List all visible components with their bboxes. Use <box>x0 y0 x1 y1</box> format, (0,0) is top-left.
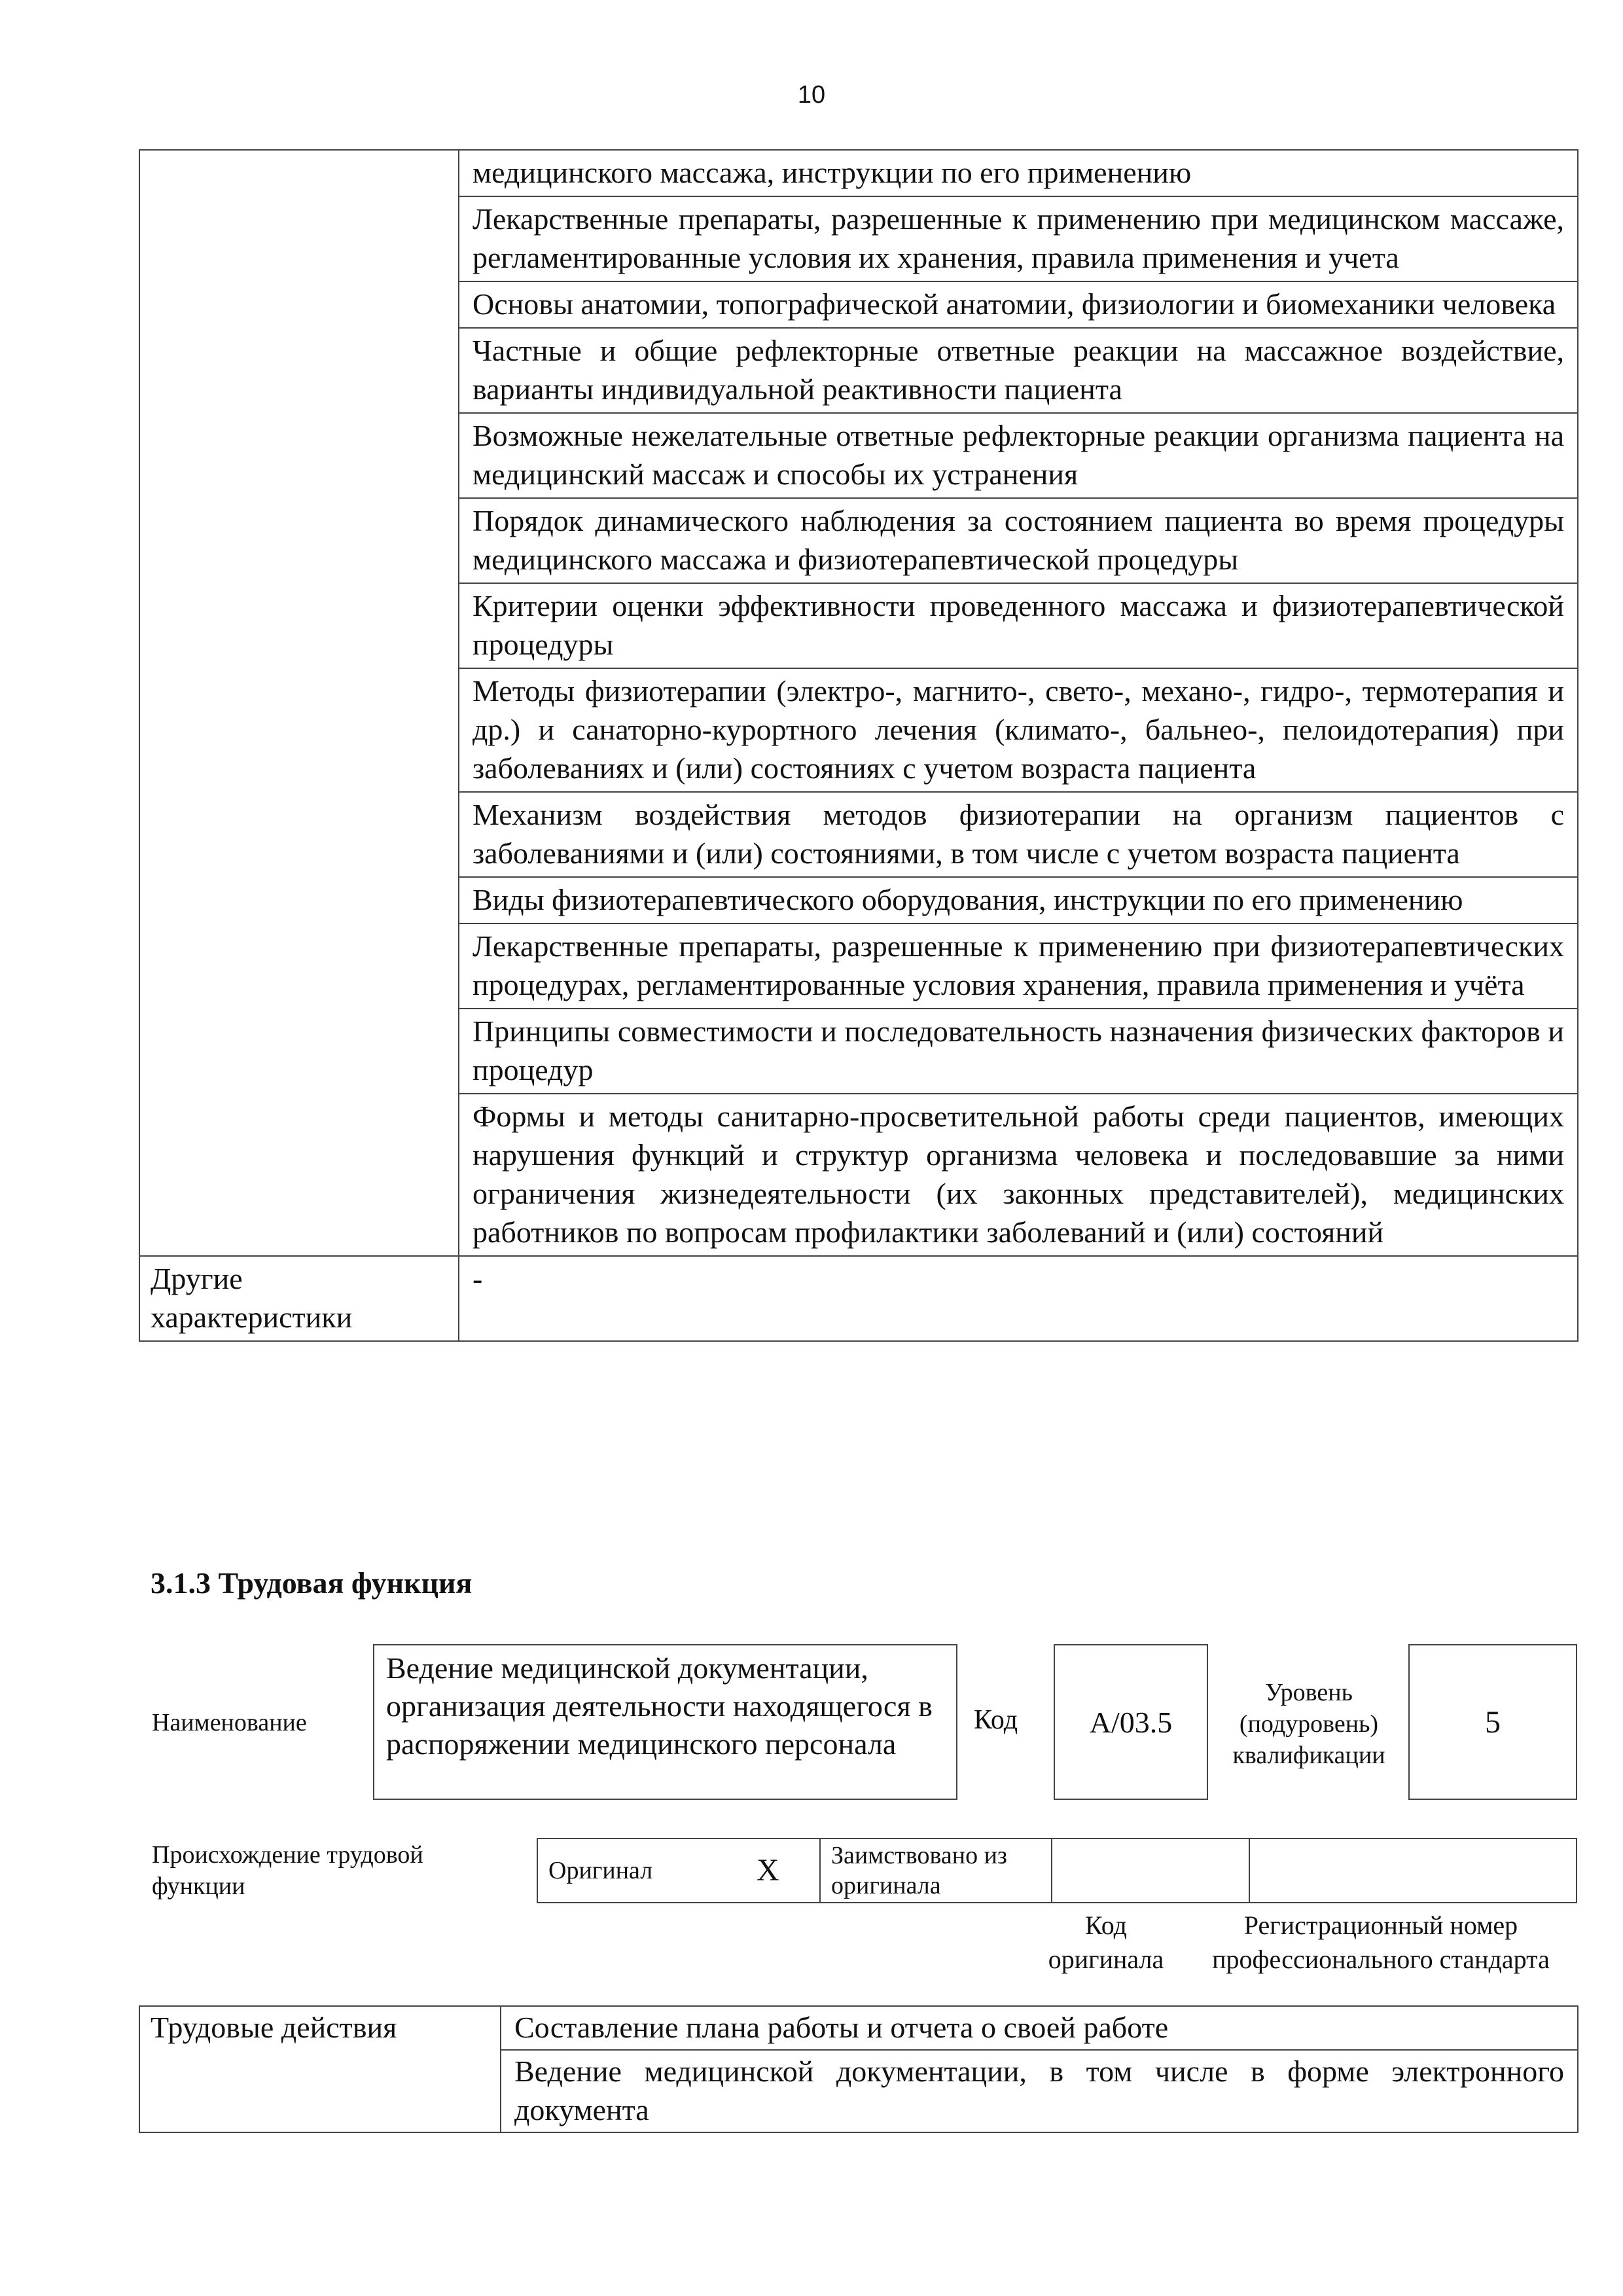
knowledge-item: медицинского массажа, инструкции по его применению <box>459 150 1578 196</box>
knowledge-item: Принципы совместимости и последовательность назначения физических факторов и процедур <box>459 1009 1578 1094</box>
origin-table <box>537 1838 1577 1903</box>
knowledge-item: Возможные нежелательные ответные рефлекторные реакции организма пациента на медицинский массаж и способы их устранения <box>459 413 1578 498</box>
reg-number-cell <box>1249 1839 1577 1903</box>
knowledge-table <box>139 149 1578 1342</box>
code-label: Код <box>974 1705 1018 1735</box>
knowledge-label-cell <box>139 150 459 1256</box>
knowledge-item: Методы физиотерапии (электро-, магнито-, свето-, механо-, гидро-, термотерапия и др.) и санаторно-курортного лечения (климато-, бальнео-, пелоидотерапия) при заболеваниях и (или) состояниях с учетом возраста пациента <box>459 668 1578 792</box>
name-label: Наименование <box>152 1709 307 1736</box>
actions-label: Трудовые действия <box>139 2006 501 2132</box>
other-characteristics-value: - <box>459 1256 1578 1341</box>
knowledge-item: Лекарственные препараты, разрешенные к применению при медицинском массаже, регламентированные условия их хранения, правила применения и учета <box>459 196 1578 281</box>
action-item: Ведение медицинской документации, в том числе в форме электронного документа <box>501 2050 1578 2132</box>
level-label: Уровень (подуровень) квалификации <box>1232 1679 1385 1769</box>
code-value-box: А/03.5 <box>1054 1644 1208 1800</box>
knowledge-item: Виды физиотерапевтического оборудования, инструкции по его применению <box>459 877 1578 924</box>
other-characteristics-label: Другие характеристики <box>139 1256 459 1341</box>
knowledge-item: Порядок динамического наблюдения за состоянием пациента во время процедуры медицинского массажа и физиотерапевтической процедуры <box>459 498 1578 583</box>
actions-table <box>139 2005 1578 2133</box>
original-label: Оригинал <box>537 1839 746 1903</box>
action-item: Составление плана работы и отчета о своей работе <box>501 2006 1578 2050</box>
knowledge-item: Критерии оценки эффективности проведенного массажа и физиотерапевтической процедуры <box>459 583 1578 668</box>
origin-code-caption: Код оригинала <box>1048 1910 1164 1974</box>
original-mark: Х <box>746 1839 820 1903</box>
reg-number-caption: Регистрационный номер профессионального стандарта <box>1212 1910 1550 1974</box>
knowledge-item: Основы анатомии, топографической анатомии, физиологии и биомеханики человека <box>459 281 1578 328</box>
origin-code-cell <box>1052 1839 1249 1903</box>
table-row <box>139 1256 1578 1341</box>
function-name-box: Ведение медицинской документации, организация деятельности находящегося в распоряжении медицинского персонала <box>373 1644 957 1800</box>
table-row <box>139 150 1578 196</box>
page-number: 10 <box>797 81 826 109</box>
origin-label: Происхождение трудовой функции <box>152 1841 423 1900</box>
borrowed-label: Заимствовано из оригинала <box>820 1839 1052 1903</box>
knowledge-item: Частные и общие рефлекторные ответные реакции на массажное воздействие, варианты индивидуальной реактивности пациента <box>459 328 1578 413</box>
knowledge-item: Лекарственные препараты, разрешенные к применению при физиотерапевтических процедурах, регламентированные условия хранения, правила применения и учёта <box>459 924 1578 1009</box>
knowledge-item: Механизм воздействия методов физиотерапии на организм пациентов с заболеваниями и (или) состояниями, в том числе с учетом возраста пациента <box>459 792 1578 877</box>
knowledge-item: Формы и методы санитарно-просветительной работы среди пациентов, имеющих нарушения функций и структур организма человека и последовавшие за ними ограничения жизнедеятельности (их законных представителей), медицинских работников по вопросам профилактики заболеваний и (или) состояний <box>459 1094 1578 1256</box>
level-value-box: 5 <box>1408 1644 1577 1800</box>
table-row <box>537 1839 1577 1903</box>
table-row <box>139 2006 1578 2050</box>
section-heading: 3.1.3 Трудовая функция <box>151 1566 473 1600</box>
